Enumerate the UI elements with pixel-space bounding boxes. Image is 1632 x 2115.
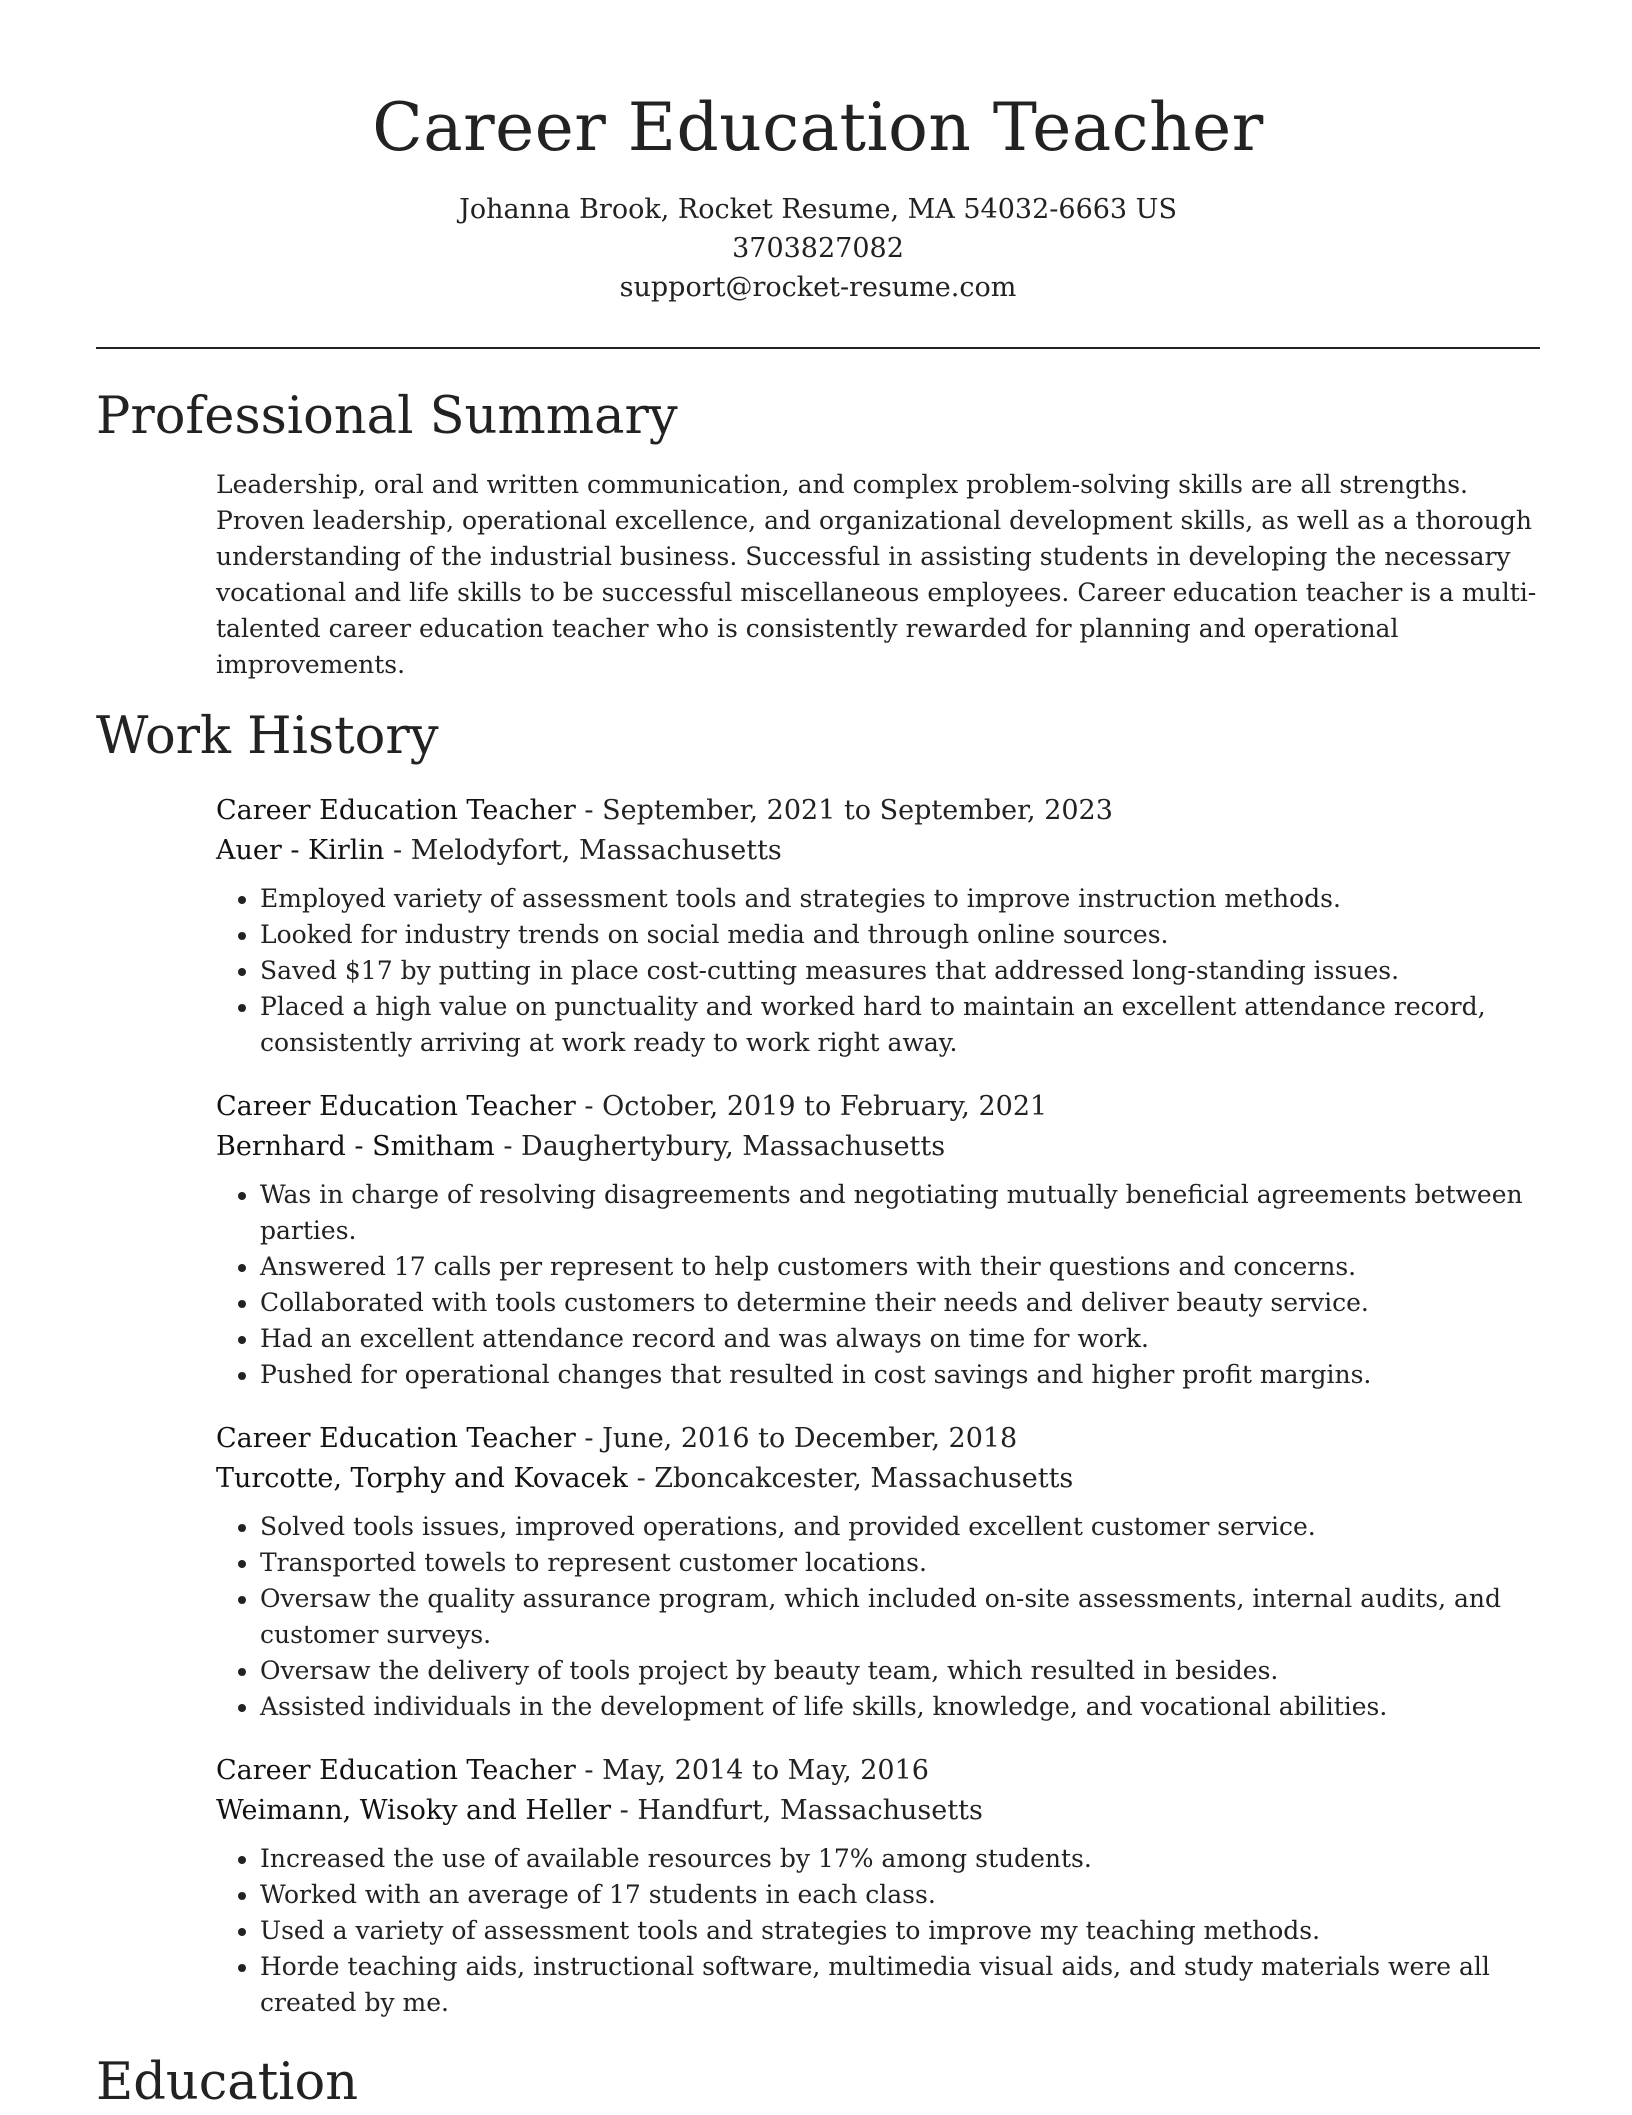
job-bullet: • Assisted individuals in the development of life skills, knowledge, and vocational abilities. [260, 1689, 1540, 1725]
contact-block [96, 190, 1540, 307]
job-role-line [216, 791, 1540, 831]
job-company-line [216, 831, 1540, 871]
job-bullet: • Worked with an average of 17 students in each class. [260, 1877, 1540, 1913]
job-bullet: • Employed variety of assessment tools and strategies to improve instruction methods. [260, 881, 1540, 917]
contact-address: Johanna Brook, Rocket Resume, MA 54032-6663 US [459, 194, 1177, 225]
resume-page [96, 0, 1540, 2115]
job-bullet: • Horde teaching aids, instructional software, multimedia visual aids, and study materials were all created by me. [260, 1949, 1540, 2021]
job-entry [216, 1419, 1540, 1725]
contact-email: support@rocket-resume.com [619, 272, 1017, 303]
job-bullet: • Oversaw the delivery of tools project by beauty team, which resulted in besides. [260, 1653, 1540, 1689]
job-bullet: • Used a variety of assessment tools and strategies to improve my teaching methods. [260, 1913, 1540, 1949]
job-bullet: • Pushed for operational changes that resulted in cost savings and higher profit margins. [260, 1357, 1540, 1393]
job-bullet: • Oversaw the quality assurance program, which included on-site assessments, internal audits, and customer surveys. [260, 1581, 1540, 1653]
job-dates: - May, 2014 to May, 2016 [575, 1755, 929, 1786]
resume-name: Career Education Teacher [372, 89, 1264, 166]
job-location: - Zboncakcester, Massachusetts [627, 1463, 1074, 1494]
contact-phone: 3703827082 [732, 233, 904, 264]
job-bullet: • Transported towels to represent customer locations. [260, 1545, 1540, 1581]
job-company: Turcotte, Torphy and Kovacek [216, 1463, 628, 1494]
job-bullet: • Increased the use of available resources by 17% among students. [260, 1841, 1540, 1877]
job-bullet: • Solved tools issues, improved operations, and provided excellent customer service. [260, 1509, 1540, 1545]
job-bullets [216, 1509, 1540, 1725]
header-divider [96, 347, 1540, 349]
education-heading: Education [96, 2053, 359, 2112]
job-bullet: • Saved $17 by putting in place cost-cutting measures that addressed long-standing issues. [260, 953, 1540, 989]
job-company-line [216, 1791, 1540, 1831]
job-dates: - June, 2016 to December, 2018 [575, 1423, 1018, 1454]
job-role-line [216, 1087, 1540, 1127]
summary-heading: Professional Summary [96, 387, 678, 446]
job-role: Career Education Teacher [216, 1423, 576, 1454]
job-bullet: • Was in charge of resolving disagreements and negotiating mutually beneficial agreements between parties. [260, 1177, 1540, 1249]
job-bullets [216, 1177, 1540, 1393]
job-role: Career Education Teacher [216, 1755, 576, 1786]
resume-header [96, 0, 1540, 307]
job-role: Career Education Teacher [216, 795, 576, 826]
job-company: Auer - Kirlin [216, 835, 385, 866]
job-company: Weimann, Wisoky and Heller [216, 1795, 612, 1826]
work-history-heading: Work History [96, 707, 439, 766]
job-bullet: • Had an excellent attendance record and was always on time for work. [260, 1321, 1540, 1357]
job-entry [216, 1751, 1540, 2021]
job-dates: - September, 2021 to September, 2023 [575, 795, 1113, 826]
job-role-line [216, 1419, 1540, 1459]
job-bullet: • Answered 17 calls per represent to help customers with their questions and concerns. [260, 1249, 1540, 1285]
job-bullet: • Looked for industry trends on social media and through online sources. [260, 917, 1540, 953]
job-bullet: • Placed a high value on punctuality and worked hard to maintain an excellent attendance record, consistently arriving at work ready to work right away. [260, 989, 1540, 1061]
job-company-line [216, 1127, 1540, 1167]
job-location: - Handfurt, Massachusetts [611, 1795, 983, 1826]
summary-text: Leadership, oral and written communication, and complex problem-solving skills are all strengths. Proven leadership, operational excellence, and organizational development skills, as well as a thorough understanding of the industrial business. Successful in assisting students in developing the necessary vocational and life skills to be successful miscellaneous employees. Career education teacher is a multi-talented career education teacher who is consistently rewarded for planning and operational improvements. [216, 470, 1537, 679]
job-role-line [216, 1751, 1540, 1791]
job-company: Bernhard - Smitham [216, 1131, 495, 1162]
job-role: Career Education Teacher [216, 1091, 576, 1122]
job-company-line [216, 1459, 1540, 1499]
job-bullets [216, 1841, 1540, 2021]
job-bullets [216, 881, 1540, 1061]
job-bullet: • Collaborated with tools customers to determine their needs and deliver beauty service. [260, 1285, 1540, 1321]
job-dates: - October, 2019 to February, 2021 [575, 1091, 1048, 1122]
job-entry [216, 1087, 1540, 1393]
job-location: - Melodyfort, Massachusetts [384, 835, 782, 866]
job-entry [216, 791, 1540, 1061]
job-location: - Daughertybury, Massachusetts [494, 1131, 946, 1162]
